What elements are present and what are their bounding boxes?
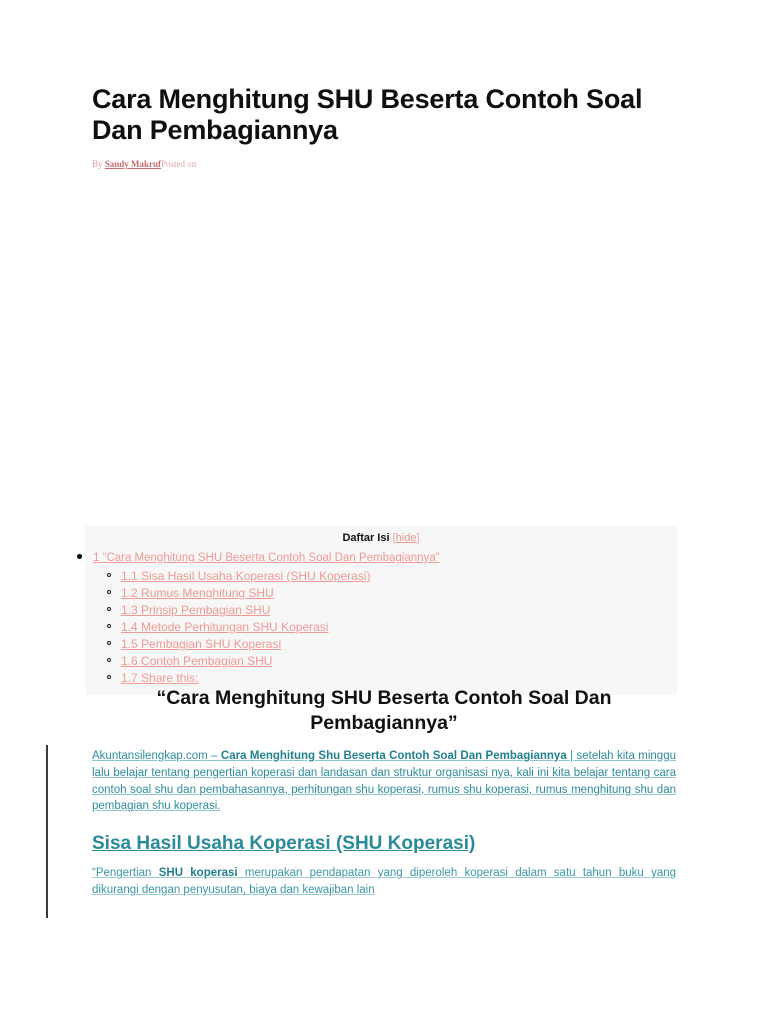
toc-number-1-2: 1.2 bbox=[121, 586, 138, 600]
lead-paragraph bbox=[92, 748, 676, 815]
toc-number-1-1: 1.1 bbox=[121, 569, 138, 583]
toc-link-level1[interactable] bbox=[93, 551, 440, 566]
definition-prefix: “Pengertian bbox=[92, 867, 159, 880]
toc-label-1-6: Contoh Pembagian SHU bbox=[141, 654, 273, 668]
toc-number-1-5: 1.5 bbox=[121, 637, 138, 651]
toc-item-1-6 bbox=[93, 652, 677, 668]
toc-sublist bbox=[93, 567, 677, 685]
toc-label-1-2: Rumus Menghitung SHU bbox=[141, 586, 274, 600]
toc-link-1-1[interactable] bbox=[121, 569, 370, 583]
toc-item-1-7 bbox=[93, 669, 677, 685]
bullet-circle-icon bbox=[107, 573, 111, 577]
toc-heading-label: Daftar Isi bbox=[342, 532, 390, 544]
bullet-circle-icon bbox=[107, 658, 111, 662]
toc-item-1-4 bbox=[93, 618, 677, 634]
byline-author-link[interactable]: Sandy Makruf bbox=[104, 159, 162, 169]
bullet-circle-icon bbox=[107, 624, 111, 628]
section-heading-shu-koperasi: Sisa Hasil Usaha Koperasi (SHU Koperasi) bbox=[92, 833, 476, 855]
toc-link-1-4[interactable] bbox=[121, 620, 328, 634]
toc-hide-close-bracket: ] bbox=[416, 532, 420, 544]
toc-label-1-3: Prinsip Pembagian SHU bbox=[141, 603, 271, 617]
toc-hide-open-bracket: [ bbox=[392, 532, 396, 544]
toc-label-1-1: Sisa Hasil Usaha Koperasi (SHU Koperasi) bbox=[141, 569, 371, 583]
toc-number-1-4: 1.4 bbox=[121, 620, 138, 634]
bullet-circle-icon bbox=[107, 590, 111, 594]
toc-link-1-7[interactable] bbox=[121, 671, 198, 685]
toc-level1-number: 1 bbox=[93, 552, 100, 564]
quoted-section-heading: “Cara Menghitung SHU Beserta Contoh Soal Dan Pembagiannya” bbox=[156, 687, 612, 734]
lead-rest-text: | setelah kita minggu lalu belajar tentang pengertian koperasi dan landasan dan struktur organisasi nya, kali ini kita belajar tentang cara contoh soal shu dan pembahasannya, perhitungan shu koperasi, rumus shu koperasi, rumus menghitung shu dan pembagian shu koperasi. bbox=[92, 750, 676, 813]
definition-strong-text: SHU koperasi bbox=[158, 867, 238, 880]
byline-posted-label: Posted on bbox=[161, 159, 197, 169]
lead-dash: – bbox=[207, 750, 221, 762]
toc-label-1-4: Metode Perhitungan SHU Koperasi bbox=[141, 620, 329, 634]
bullet-circle-icon bbox=[107, 641, 111, 645]
toc-item-1-5 bbox=[93, 635, 677, 651]
bullet-circle-icon bbox=[107, 675, 111, 679]
toc-link-1-5[interactable] bbox=[121, 637, 281, 651]
left-vertical-rule bbox=[46, 745, 48, 918]
toc-number-1-6: 1.6 bbox=[121, 654, 138, 668]
toc-item-1-2 bbox=[93, 584, 677, 600]
media-placeholder bbox=[92, 182, 676, 518]
byline-by-label: By bbox=[92, 159, 105, 169]
article-body bbox=[92, 748, 676, 899]
lead-strong-text: Cara Menghitung Shu Beserta Contoh Soal Dan Pembagiannya bbox=[220, 750, 567, 762]
definition-rest-text: merupakan pendapatan yang diperoleh koperasi dalam satu tahun buku yang dikurangi dengan penyusutan, biaya dan kewajiban lain bbox=[92, 867, 677, 896]
toc-label-1-5: Pembagian SHU Koperasi bbox=[141, 637, 282, 651]
byline bbox=[92, 158, 196, 170]
toc-number-1-7: 1.7 bbox=[121, 671, 138, 685]
source-site-link[interactable]: Akuntansilengkap.com bbox=[92, 750, 208, 762]
bullet-disc-icon bbox=[77, 554, 82, 559]
toc-level1-label: “Cara Menghitung SHU Beserta Contoh Soal Dan Pembagiannya” bbox=[102, 552, 440, 564]
toc-number-1-3: 1.3 bbox=[121, 603, 138, 617]
toc-link-1-2[interactable] bbox=[121, 586, 274, 600]
table-of-contents bbox=[85, 526, 677, 695]
toc-item-1-1 bbox=[93, 567, 677, 583]
toc-header bbox=[85, 530, 677, 546]
toc-label-1-7: Share this: bbox=[141, 671, 199, 685]
definition-paragraph bbox=[92, 865, 676, 899]
toc-hide-wrap bbox=[393, 532, 420, 544]
toc-level1-item bbox=[93, 548, 677, 566]
page-title: Cara Menghitung SHU Beserta Contoh Soal Dan Pembagiannya bbox=[92, 84, 643, 145]
bullet-circle-icon bbox=[107, 607, 111, 611]
toc-hide-link[interactable]: hide bbox=[395, 532, 417, 544]
toc-link-1-6[interactable] bbox=[121, 654, 272, 668]
toc-link-1-3[interactable] bbox=[121, 603, 270, 617]
toc-item-1-3 bbox=[93, 601, 677, 617]
